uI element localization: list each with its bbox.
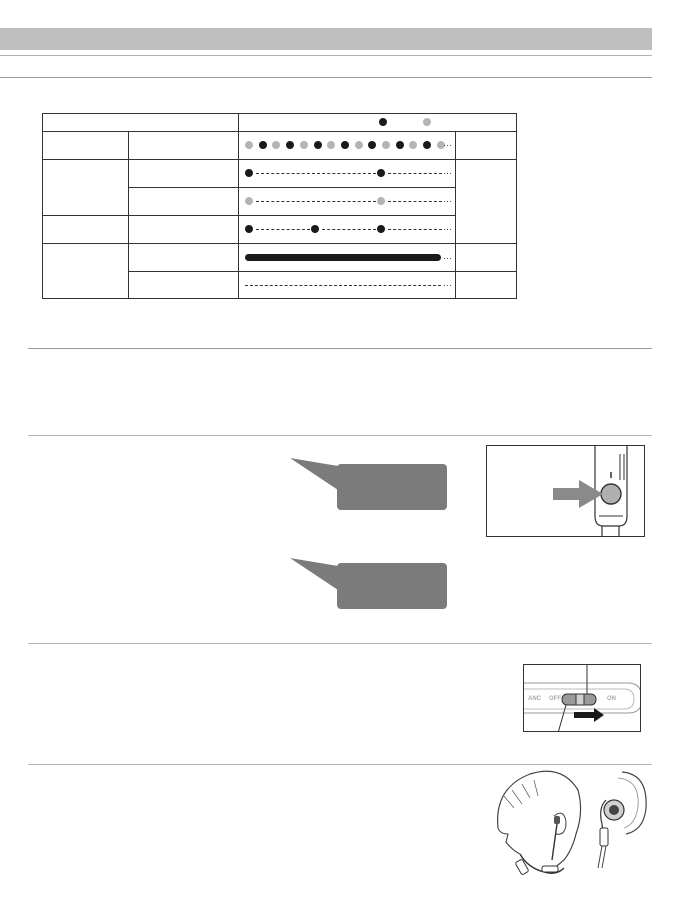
- slide-arrow-icon: [574, 708, 604, 722]
- pattern-light-dot: [409, 141, 417, 149]
- table-rule: [43, 243, 516, 244]
- pattern-dark-dot: [377, 169, 385, 177]
- pattern-ellipsis: ···: [443, 196, 452, 206]
- table-rule: [43, 131, 516, 132]
- earphone-wearing-illustration: [490, 768, 650, 878]
- table-rule: [128, 131, 129, 299]
- table-rule: [43, 159, 516, 160]
- pattern-dark-dot: [245, 169, 253, 177]
- table-rule: [43, 215, 455, 216]
- pattern-solid-bar: [245, 254, 441, 261]
- pattern-dark-dot: [259, 141, 267, 149]
- pattern-ellipsis: ···: [443, 280, 452, 290]
- pattern-light-dot: [355, 141, 363, 149]
- pattern-dashes: [256, 201, 376, 202]
- indicator-table: [42, 113, 517, 299]
- pattern-light-dot: [382, 141, 390, 149]
- anc-label: ANC: [528, 696, 541, 702]
- pattern-dark-dot: [314, 141, 322, 149]
- pattern-light-dot: [300, 141, 308, 149]
- callout-tail: [290, 456, 340, 496]
- anc-off-label: OFF: [549, 696, 561, 702]
- pattern-ellipsis: ···: [443, 253, 452, 263]
- legend-dark-dot-icon: [379, 118, 387, 126]
- table-rule: [238, 114, 239, 299]
- pattern-light-dot: [377, 197, 385, 205]
- pattern-dashes: [388, 229, 442, 230]
- pattern-dark-dot: [377, 225, 385, 233]
- callout-bubble-1: [337, 464, 447, 510]
- power-button-figure: [486, 445, 645, 537]
- pattern-dashes: [388, 201, 442, 202]
- pattern-dark-dot: [341, 141, 349, 149]
- header-rule-secondary: [0, 77, 652, 78]
- anc-on-label: ON: [607, 696, 616, 702]
- pattern-ellipsis: ···: [443, 140, 452, 150]
- section-rule: [28, 348, 652, 349]
- pattern-light-dot: [272, 141, 280, 149]
- anc-switch-figure: [523, 664, 641, 732]
- section-rule: [28, 764, 652, 765]
- section-rule: [28, 435, 652, 436]
- section-header-band: [0, 28, 652, 50]
- legend-light-dot-icon: [423, 118, 431, 126]
- pattern-dashes: [245, 285, 441, 286]
- pattern-light-dot: [245, 197, 253, 205]
- pattern-dark-dot: [311, 225, 319, 233]
- pattern-dashes: [256, 229, 310, 230]
- pattern-dark-dot: [396, 141, 404, 149]
- pattern-dashes: [256, 173, 376, 174]
- pattern-dark-dot: [368, 141, 376, 149]
- anc-switch-illustration: [524, 665, 641, 732]
- pattern-light-dot: [327, 141, 335, 149]
- pattern-dashes: [322, 229, 376, 230]
- pattern-ellipsis: ···: [443, 168, 452, 178]
- pattern-dark-dot: [423, 141, 431, 149]
- section-rule: [28, 643, 652, 644]
- header-rule: [0, 55, 652, 56]
- table-rule: [455, 131, 456, 299]
- pattern-light-dot: [245, 141, 253, 149]
- table-rule: [128, 271, 516, 272]
- pattern-dark-dot: [245, 225, 253, 233]
- callout-tail: [290, 556, 340, 596]
- pattern-ellipsis: ···: [443, 224, 452, 234]
- callout-bubble-2: [337, 563, 447, 609]
- pattern-dashes: [388, 173, 442, 174]
- press-arrow-icon: [487, 446, 645, 537]
- table-rule: [128, 187, 455, 188]
- pattern-dark-dot: [286, 141, 294, 149]
